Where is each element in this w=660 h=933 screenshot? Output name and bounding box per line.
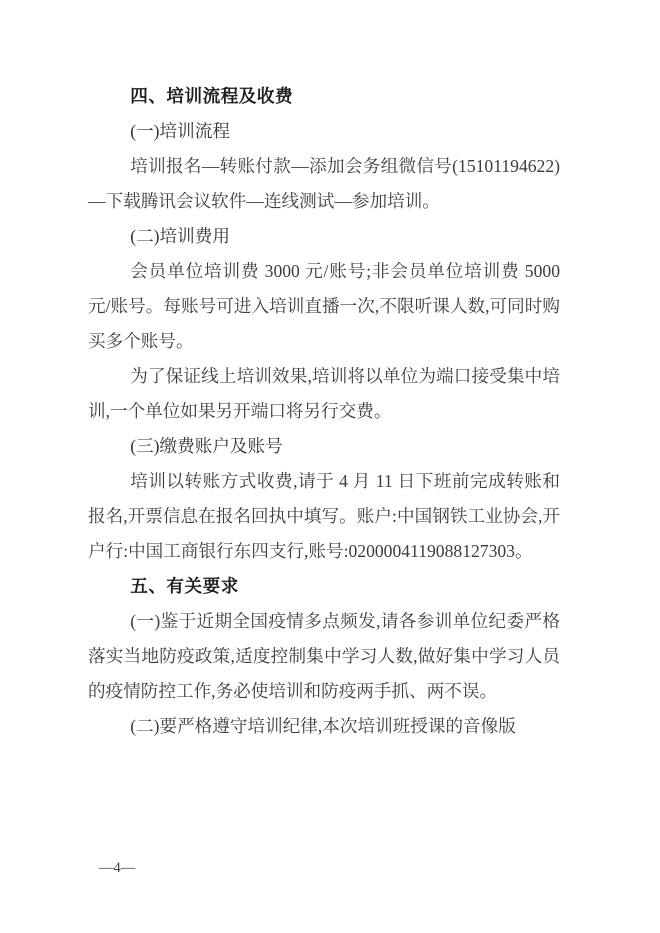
page-number: —4— xyxy=(99,860,136,876)
section-heading-requirements: 五、有关要求 xyxy=(130,576,239,596)
subheading-training-fees: (二)培训费用 xyxy=(130,226,230,246)
subheading-payment-account: (三)缴费账户及账号 xyxy=(130,436,283,456)
section-heading-training-process-and-fees: 四、培训流程及收费 xyxy=(130,86,294,106)
para-fee-rates: 会员单位培训费 3000 元/账号;非会员单位培训费 5000 元/账号。每账号可进入培训直播一次,不限听课人数,可同时购买多个账号。 xyxy=(88,261,560,351)
para-fee-port-rule: 为了保证线上培训效果,培训将以单位为端口接受集中培训,一个单位如果另开端口将另行交费。 xyxy=(88,366,560,421)
subheading-training-process: (一)培训流程 xyxy=(130,121,230,141)
document-content xyxy=(88,79,560,744)
para-requirement-discipline: (二)要严格遵守培训纪律,本次培训班授课的音像版 xyxy=(130,716,516,736)
para-training-flow: 培训报名—转账付款—添加会务组微信号(15101194622)—下载腾讯会议软件—连线测试—参加培训。 xyxy=(88,156,560,211)
para-payment-account-details: 培训以转账方式收费,请于 4 月 11 日下班前完成转账和报名,开票信息在报名回执中填写。账户:中国钢铁工业协会,开户行:中国工商银行东四支行,账号:0200004119088127303。 xyxy=(88,471,560,561)
para-requirement-epidemic: (一)鉴于近期全国疫情多点频发,请各参训单位纪委严格落实当地防疫政策,适度控制集中学习人数,做好集中学习人员的疫情防控工作,务必使培训和防疫两手抓、两不误。 xyxy=(88,611,560,701)
